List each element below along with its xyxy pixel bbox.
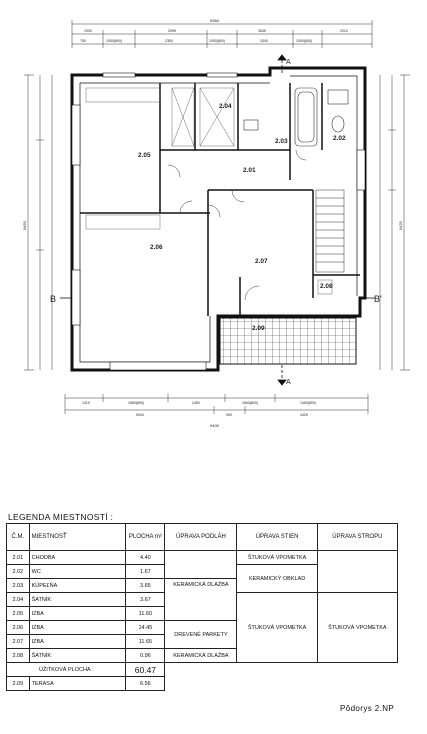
header-floor: ÚPRAVA PODLÁH (165, 524, 237, 551)
total-value: 60.47 (126, 663, 165, 677)
terrace-name: TERASA (29, 677, 126, 691)
section-b-left: B (50, 294, 57, 304)
table-row (7, 551, 398, 565)
total-label: ÚŽITKOVÁ PLOCHA : (7, 663, 126, 677)
row-num: 2.06 (7, 621, 30, 635)
header-num: Č.M. (7, 524, 30, 551)
row-area: 14.45 (126, 621, 165, 635)
dim-bottom-inner-0: 1310 (82, 401, 90, 405)
row-num: 2.04 (7, 593, 30, 607)
dim-bottom-inner-2: 2450 (192, 401, 200, 405)
terrace-grid (220, 318, 356, 364)
row-area: 3.65 (126, 579, 165, 593)
header-wall: ÚPRAVA STIEN (237, 524, 317, 551)
dim-bottom-inner-1: 1650(800) (128, 401, 144, 405)
dim-bottom-outer-0: 5040 (136, 413, 144, 417)
section-b-right: B' (374, 294, 382, 304)
row-num: 2.01 (7, 551, 30, 565)
room-label-2.01: 2.01 (243, 167, 256, 174)
legend-title: LEGENDA MIESTNOSTÍ : (8, 512, 114, 522)
room-label-2.03: 2.03 (275, 138, 288, 145)
section-a-bottom: A (286, 379, 291, 386)
dim-bottom-inner-4: 1050(800) (300, 401, 316, 405)
row-num: 2.03 (7, 579, 30, 593)
wall-group-1: KERAMICKÝ OBKLAD (237, 565, 317, 593)
row-area: 3.67 (126, 593, 165, 607)
dim-left-overall: 9450 (22, 221, 27, 230)
row-area: 11.60 (126, 607, 165, 621)
dim-bottom-outer-1: 990 (226, 413, 232, 417)
total-row (7, 663, 398, 677)
dim-top-outer-2: 3545 (258, 29, 266, 33)
dim-bottom-inner-3: 1650(800) (242, 401, 258, 405)
dim-top-outer-3: 2010 (340, 29, 348, 33)
terrace-row (7, 677, 398, 691)
row-area: 1.67 (126, 565, 165, 579)
room-label-2.06: 2.06 (150, 244, 163, 251)
floor-cell-empty (165, 551, 237, 579)
row-num: 2.07 (7, 635, 30, 649)
header-ceiling: ÚPRAVA STROPU (317, 524, 397, 551)
dim-top-inner-1: 1050(800) (106, 39, 122, 43)
room-legend-table (6, 523, 398, 691)
row-name: KÚPEĽŇA (29, 579, 126, 593)
legend-header-row (7, 524, 398, 551)
room-label-2.07: 2.07 (255, 258, 268, 265)
row-num: 2.05 (7, 607, 30, 621)
total-row-empty (165, 663, 398, 677)
dim-top-inner-3: 1050(800) (209, 39, 225, 43)
row-area: 11.65 (126, 635, 165, 649)
header-area: PLOCHA m² (126, 524, 165, 551)
dim-top-inner-0: 750 (80, 39, 86, 43)
staircase (316, 190, 344, 272)
bottom-dimensions (65, 394, 368, 414)
room-label-2.02: 2.02 (333, 135, 346, 142)
ceiling-cell-empty (317, 551, 397, 593)
dim-top-inner-4: 3340 (260, 39, 268, 43)
row-num: 2.08 (7, 649, 30, 663)
dim-top-inner-5: 1050(800) (296, 39, 312, 43)
dim-top-overall: 9384 (210, 18, 219, 23)
dim-bottom-outer-2: 4425 (300, 413, 308, 417)
row-name: IZBA (29, 621, 126, 635)
dim-top-outer-0: 1900 (84, 29, 92, 33)
row-area: 0.96 (126, 649, 165, 663)
ceiling-group: ŠTUKOVÁ VPOMETKA (317, 593, 397, 663)
dim-top-outer-1: 2995 (168, 29, 176, 33)
dim-bottom-overall: 9405 (210, 423, 219, 428)
row-name: CHODBA (29, 551, 126, 565)
room-label-2.04: 2.04 (219, 103, 232, 110)
dim-top-inner-2: 2350 (165, 39, 173, 43)
room-label-2.08: 2.08 (320, 283, 333, 290)
door-swings (168, 150, 306, 300)
terrace-row-empty (165, 677, 398, 691)
wall-group-2: ŠTUKOVÁ VPOMETKA (237, 593, 317, 663)
room-label-2.09: 2.09 (252, 325, 265, 332)
floor-group-0: KERAMICKÁ DLAŽBA (165, 579, 237, 621)
room-label-2.05: 2.05 (138, 152, 151, 159)
room-labels (138, 103, 346, 332)
row-num: 2.02 (7, 565, 30, 579)
floor-group-2: KERAMICKÁ DLAŽBA (165, 649, 237, 663)
section-a-top: A (286, 59, 291, 66)
floor-group-1: DREVENÉ PARKETY (165, 621, 237, 649)
dim-right-overall: 9425 (398, 221, 403, 230)
row-name: ŠATNÍK (29, 649, 126, 663)
row-area: 4.40 (126, 551, 165, 565)
row-name: ŠATNÍK (29, 593, 126, 607)
wall-group-0: ŠTUKOVÁ VPOMETKA (237, 551, 317, 565)
drawing-caption: Pôdorys 2.NP (340, 704, 395, 713)
terrace-num: 2.09 (7, 677, 30, 691)
row-name: IZBA (29, 607, 126, 621)
header-name: MIESTNOSŤ (29, 524, 126, 551)
top-dimensions (72, 20, 372, 48)
row-name: WC (29, 565, 126, 579)
row-name: IZBA (29, 635, 126, 649)
terrace-area: 6.56 (126, 677, 165, 691)
